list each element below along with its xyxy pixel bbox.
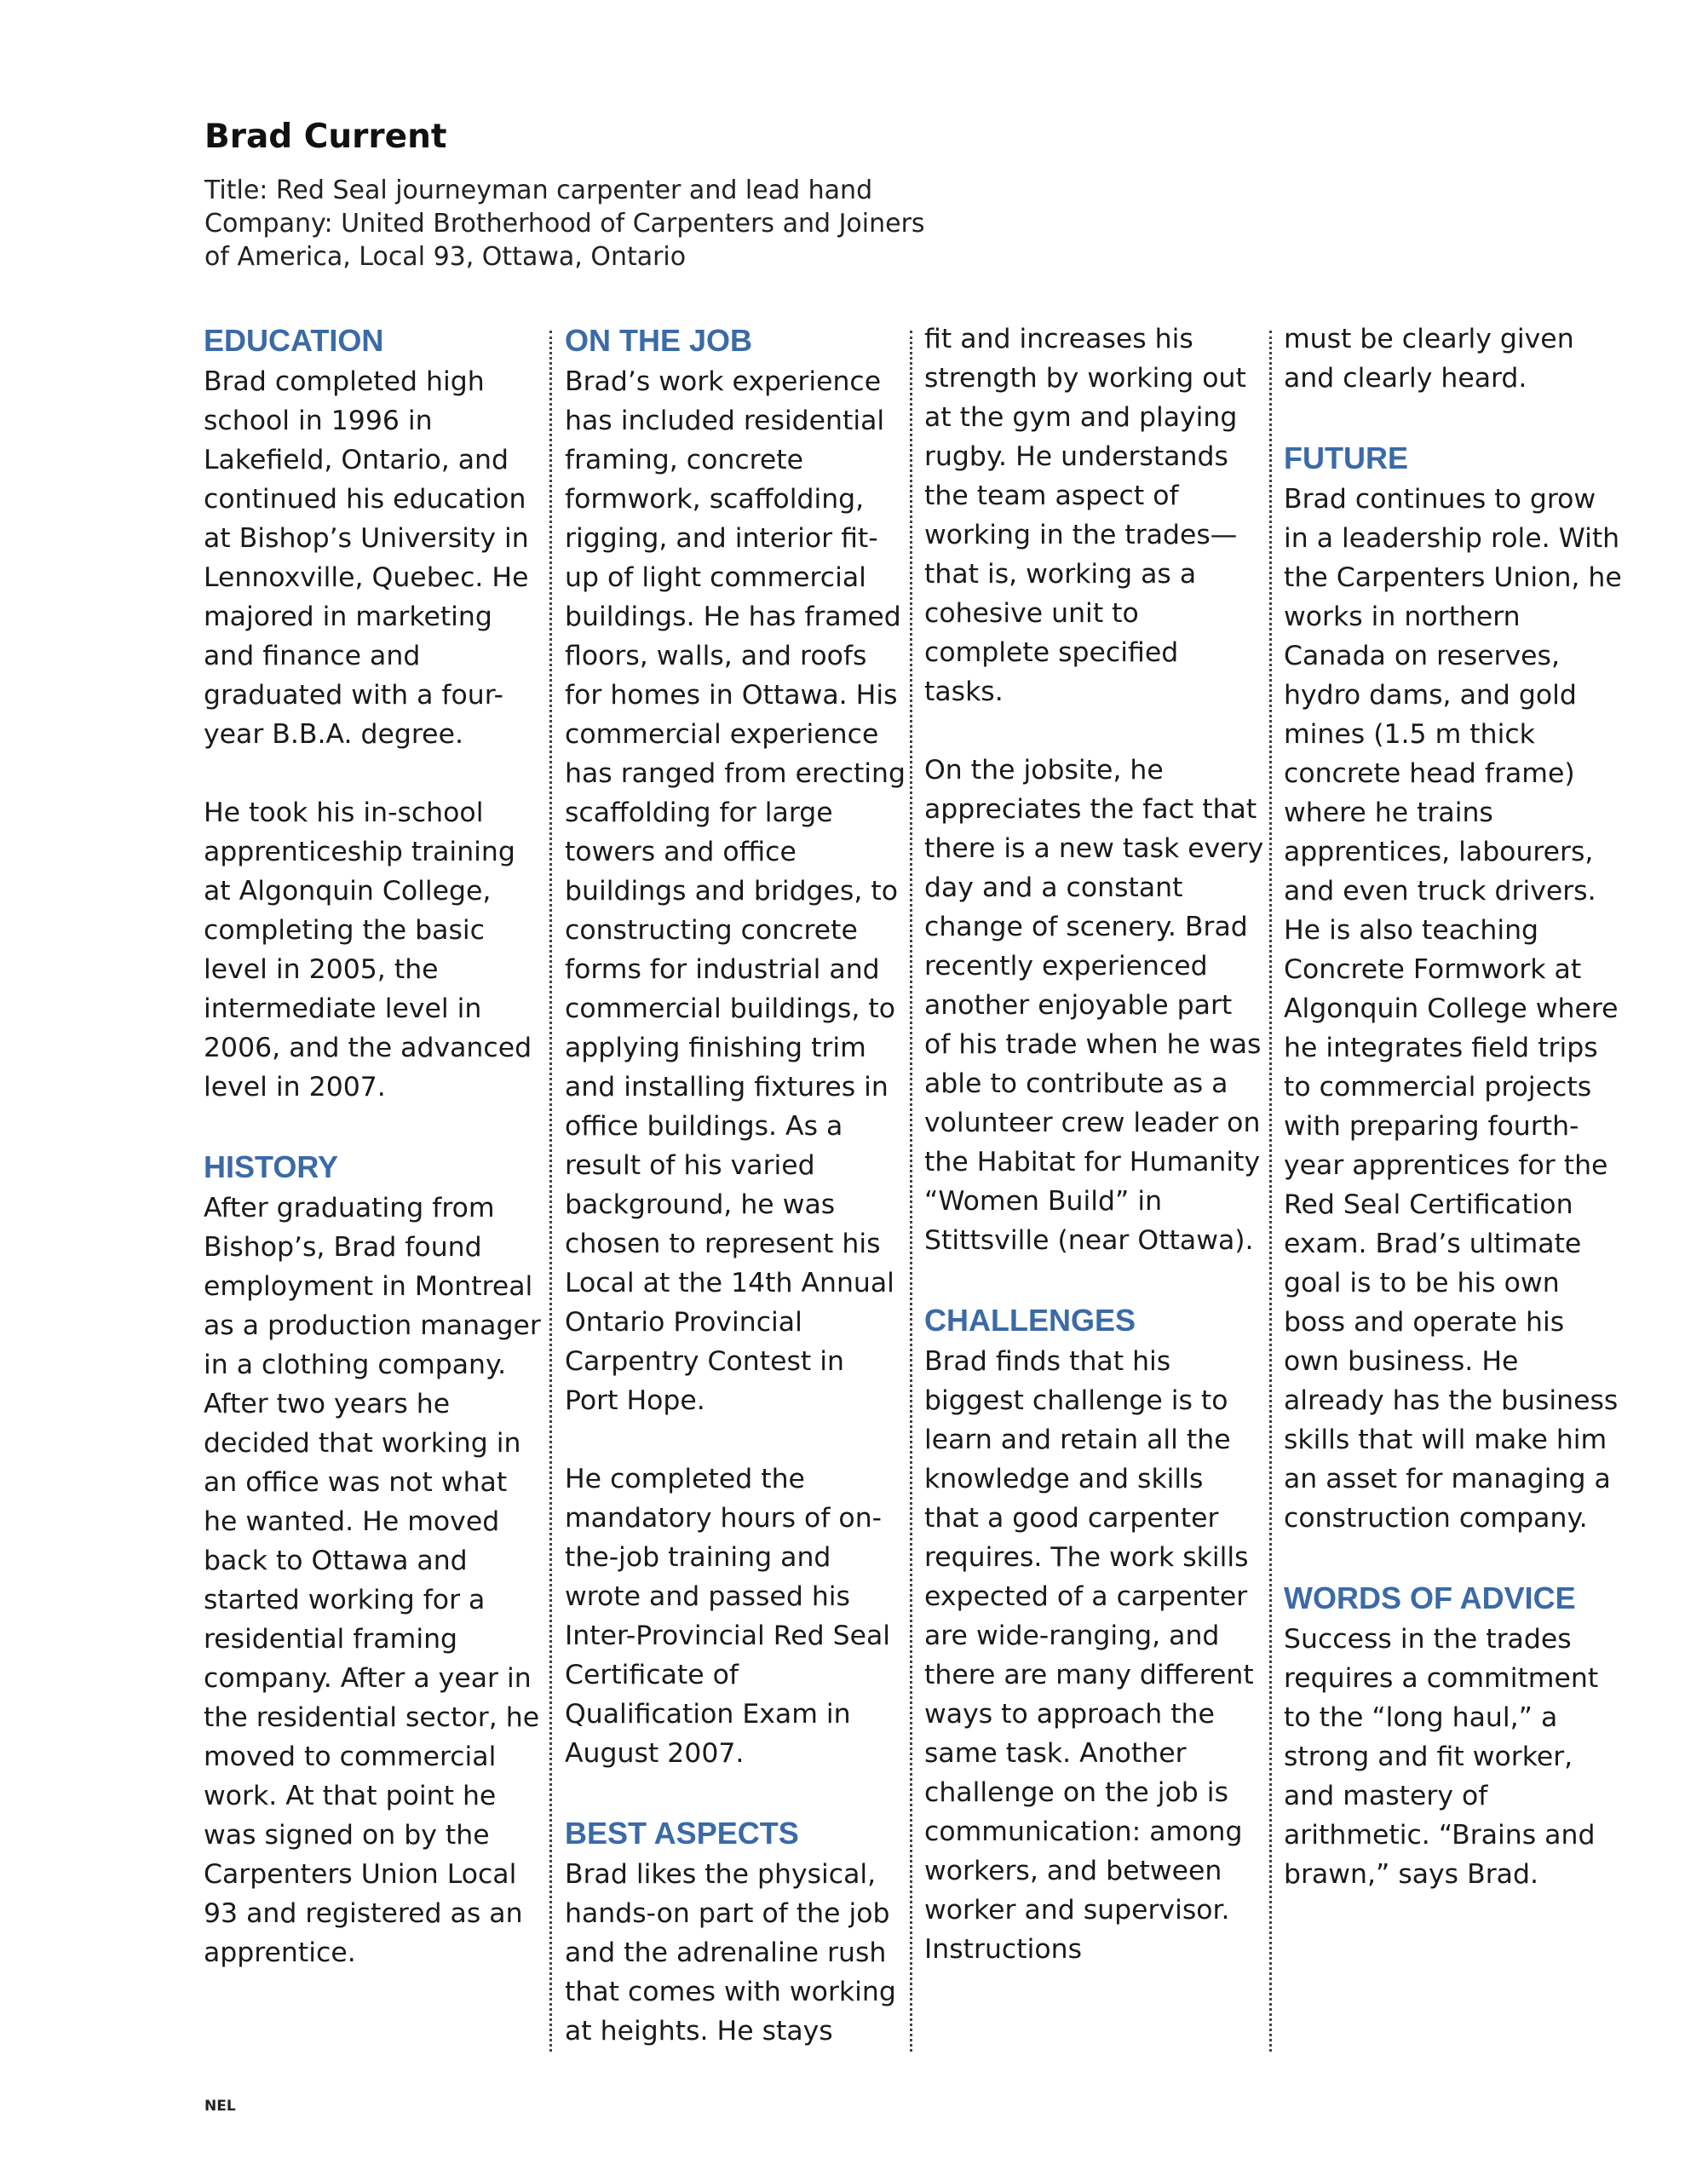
column-divider	[910, 331, 912, 2052]
words-of-advice-heading: WORDS OF ADVICE	[1284, 1580, 1576, 1615]
profile-meta	[204, 174, 925, 273]
on-the-job-heading: ON THE JOB	[565, 323, 753, 358]
future-paragraph: Brad continues to grow in a leadership role. With the Carpenters Union, he works in northern Canada on reserves, hydro dams, and gold mines (1.5 m thick concrete head frame) where he trains apprentices, labourers, and even truck drivers. He is also teaching Concrete Formwork at Algonquin College where he integrates field trips to commercial projects with preparing fourth-year apprentices for the Red Seal Certification exam. Brad’s ultimate goal is to be his own boss and operate his own business. He already has the business skills that will make him an asset for managing a construction company.	[1284, 484, 1622, 1534]
education-paragraph-2: He took his in-school apprenticeship training at Algonquin College, completing the basic level in 2005, the intermediate level in 2006, and the advanced level in 2007.	[204, 797, 532, 1103]
history-heading: HISTORY	[204, 1149, 339, 1184]
education-heading: EDUCATION	[204, 323, 384, 358]
column-1	[204, 320, 549, 1972]
best-aspects-paragraph-continued: fit and increases his strength by working out at the gym and playing rugby. He understands the team aspect of working in the trades— that is, working as a cohesive unit to complete specified tasks.	[924, 324, 1246, 707]
best-aspects-heading: BEST ASPECTS	[565, 1816, 799, 1851]
challenges-paragraph-continued: must be clearly given and clearly heard.	[1284, 324, 1574, 394]
company-line-continued: of America, Local 93, Ottawa, Ontario	[204, 242, 687, 272]
column-3	[924, 320, 1265, 1969]
words-of-advice-paragraph: Success in the trades requires a commitment to the “long haul,” a strong and fit worker, and mastery of arithmetic. “Brains and brawn,” says Brad.	[1284, 1624, 1599, 1890]
column-4	[1284, 320, 1625, 1894]
history-paragraph: After graduating from Bishop’s, Brad found employment in Montreal as a production manager in a clothing company. After two years he decided that working in an office was not what he wanted. He moved back to Ottawa and started working for a residential framing company. After a year in the residential sector, he moved to commercial work. At that point he was signed on by the Carpenters Union Local 93 and registered as an apprentice.	[204, 1193, 541, 1968]
column-divider	[549, 331, 552, 2052]
challenges-heading: CHALLENGES	[924, 1303, 1136, 1338]
column-2	[565, 320, 906, 2051]
best-aspects-paragraph-2: On the jobsite, he appreciates the fact that there is a new task every day and a constant change of scenery. Brad recently experienced another enjoyable part of his trade when he was able to contribute as a volunteer crew leader on the Habitat for Humanity “Women Build” in Stittsville (near Ottawa).	[924, 755, 1264, 1256]
challenges-paragraph-start: Brad finds that his biggest challenge is to learn and retain all the knowledge and skills that a good carpenter requires. The work skills expected of a carpenter are wide-ranging, and there are many different ways to approach the same task. Another challenge on the job is communication: among workers, and between worker and supervisor. Instructions	[924, 1346, 1254, 1965]
title-line: Title: Red Seal journeyman carpenter and lead hand	[204, 176, 873, 205]
column-divider	[1269, 331, 1272, 2052]
on-the-job-paragraph-1: Brad’s work experience has included residential framing, concrete formwork, scaffolding, rigging, and interior fit-up of light commercial buildings. He has framed floors, walls, and roofs for homes in Ottawa. His commercial experience has ranged from erecting scaffolding for large towers and office buildings and bridges, to constructing concrete forms for industrial and commercial buildings, to applying finishing trim and installing fixtures in office buildings. As a result of his varied background, he was chosen to represent his Local at the 14th Annual Ontario Provincial Carpentry Contest in Port Hope.	[565, 366, 906, 1416]
company-line: Company: United Brotherhood of Carpenters and Joiners	[204, 209, 925, 239]
future-heading: FUTURE	[1284, 440, 1408, 475]
education-paragraph-1: Brad completed high school in 1996 in Lakefield, Ontario, and continued his education at Bishop’s University in Lennoxville, Quebec. He majored in marketing and finance and graduated with a four-year B.B.A. degree.	[204, 366, 529, 750]
footer-label: NEL	[204, 2098, 236, 2115]
best-aspects-paragraph-start: Brad likes the physical, hands-on part of the job and the adrenaline rush that comes with working at heights. He stays	[565, 1859, 896, 2047]
page-title: Brad Current	[204, 118, 447, 156]
on-the-job-paragraph-2: He completed the mandatory hours of on-the-job training and wrote and passed his Inter-Provincial Red Seal Certificate of Qualification Exam in August 2007.	[565, 1464, 891, 1769]
